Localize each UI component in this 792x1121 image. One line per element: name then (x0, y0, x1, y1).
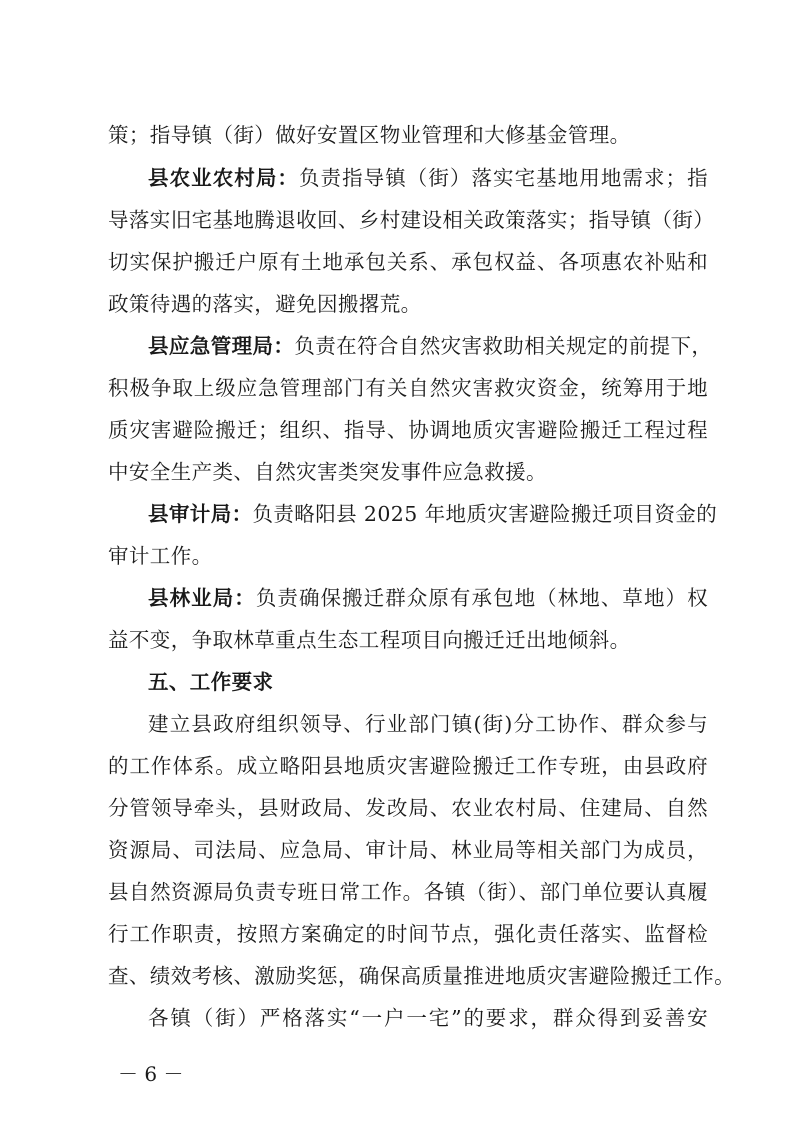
paragraph-line (148, 164, 708, 192)
agency-label: 县应急管理局： (148, 334, 295, 358)
paragraph-line (108, 121, 708, 149)
text: 中安全生产类、自然灾害类突发事件应急救援。 (108, 460, 547, 484)
text: 负责指导镇（街）落实宅基地用地需求；指 (298, 166, 708, 190)
text: 资源局、司法局、应急局、审计局、林业局等相关部门为成员， (108, 838, 708, 862)
paragraph-line (108, 290, 708, 318)
paragraph-line (108, 836, 708, 864)
paragraph-line (108, 920, 708, 948)
text: 质灾害避险搬迁；组织、指导、协调地质灾害避险搬迁工程过程 (108, 418, 708, 442)
text: 负责确保搬迁群众原有承包地（林地、草地）权 (255, 586, 709, 610)
paragraph-line (108, 374, 708, 402)
text: 政策待遇的落实，避免因搬撂荒。 (108, 292, 422, 316)
paragraph-line (108, 794, 708, 822)
text: 切实保护搬迁户原有土地承包关系、承包权益、各项惠农补贴和 (108, 250, 708, 274)
text: 县自然资源局负责专班日常工作。各镇（街）、部门单位要认真履 (108, 880, 708, 904)
paragraph-line (108, 416, 708, 444)
paragraph-line (108, 878, 708, 906)
paragraph-line (148, 332, 713, 360)
paragraph-line (148, 500, 718, 528)
agency-label: 县林业局： (148, 586, 256, 610)
text: 分管领导牵头，县财政局、发改局、农业农村局、住建局、自然 (108, 796, 708, 820)
text: 查、绩效考核、激励奖惩，确保高质量推进地质灾害避险搬迁工作。 (108, 964, 735, 988)
text: 审计工作。 (108, 544, 213, 568)
paragraph-line (108, 626, 708, 654)
page-number: － 6 － (118, 1062, 184, 1086)
paragraph-line (108, 206, 715, 234)
text: 行工作职责，按照方案确定的时间节点，强化责任落实、监督检 (108, 922, 708, 946)
text: 各镇（街）严格落实“一户一宅”的要求，群众得到妥善安 (148, 1006, 708, 1030)
paragraph-line (148, 710, 708, 738)
text: 益不变，争取林草重点生态工程项目向搬迁迁出地倾斜。 (108, 628, 631, 652)
paragraph-line (108, 248, 708, 276)
text: 负责略阳县 2025 年地质灾害避险搬迁项目资金的 (252, 502, 718, 526)
agency-label: 县审计局： (148, 502, 253, 526)
paragraph-line (148, 1004, 708, 1032)
text: 策；指导镇（街）做好安置区物业管理和大修基金管理。 (108, 123, 631, 147)
section-heading: 五、工作要求 (148, 670, 274, 694)
paragraph-line (108, 458, 708, 486)
paragraph-line (108, 752, 708, 780)
paragraph-line (108, 542, 708, 570)
text: 负责在符合自然灾害救助相关规定的前提下， (294, 334, 713, 358)
text: 导落实旧宅基地腾退收回、乡村建设相关政策落实；指导镇（街） (108, 208, 715, 232)
text: 积极争取上级应急管理部门有关自然灾害救灾资金，统筹用于地 (108, 376, 708, 400)
text: 的工作体系。成立略阳县地质灾害避险搬迁工作专班，由县政府 (108, 754, 708, 778)
paragraph-line (108, 962, 735, 990)
agency-label: 县农业农村局： (148, 166, 299, 190)
paragraph-line (148, 584, 708, 612)
text: 建立县政府组织领导、行业部门镇(街)分工协作、群众参与 (148, 712, 708, 736)
